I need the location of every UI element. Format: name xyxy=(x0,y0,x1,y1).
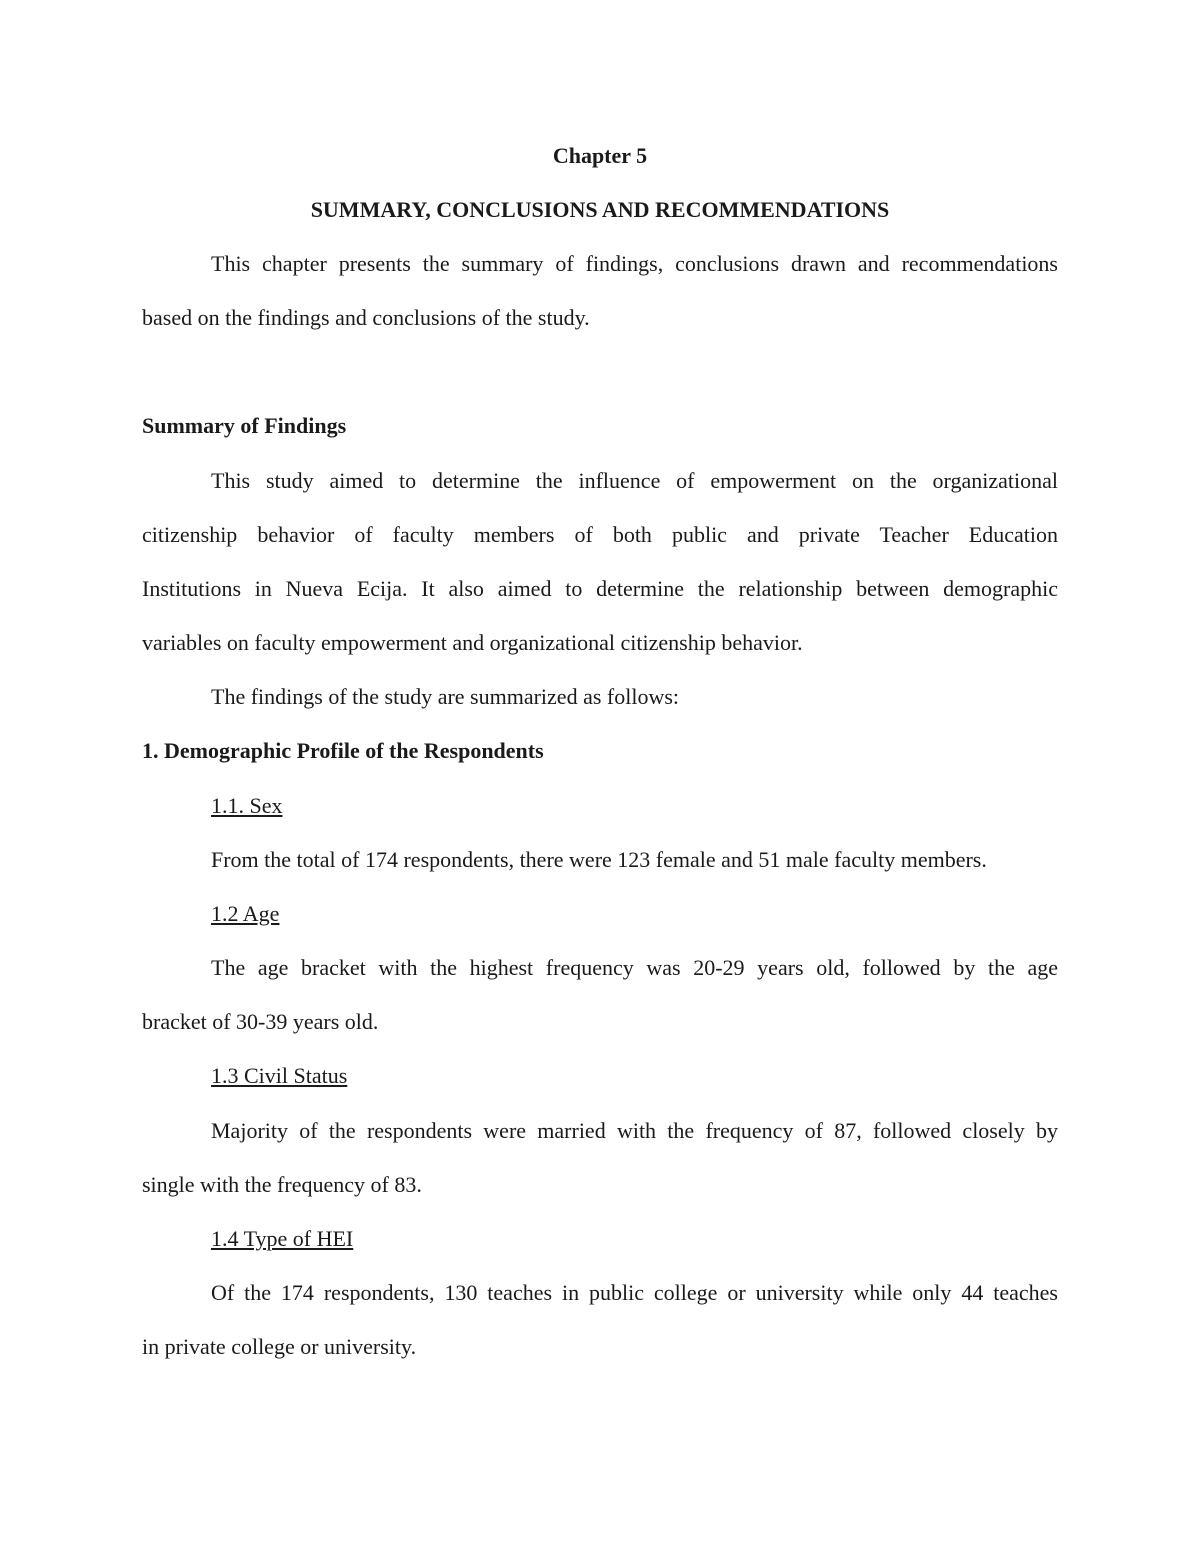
intro-line-2: based on the findings and conclusions of the study. xyxy=(142,305,590,330)
study-aim-line-3: Institutions in Nueva Ecija. It also aimed to determine the relationship between demographic xyxy=(142,576,1058,601)
hei-type-heading: 1.4 Type of HEI xyxy=(211,1226,354,1251)
hei-type-line-2: in private college or university. xyxy=(142,1334,417,1359)
civil-status-heading: 1.3 Civil Status xyxy=(211,1063,348,1088)
study-aim-line-1: This study aimed to determine the influence of empowerment on the organizational xyxy=(211,468,1058,493)
age-line-1: The age bracket with the highest frequency was 20-29 years old, followed by the age xyxy=(211,955,1058,980)
summary-heading: Summary of Findings xyxy=(142,413,347,438)
age-heading: 1.2 Age xyxy=(211,901,280,926)
study-aim-line-4: variables on faculty empowerment and organizational citizenship behavior. xyxy=(142,630,803,655)
intro-line-1: This chapter presents the summary of findings, conclusions drawn and recommendations xyxy=(211,251,1058,276)
findings-intro: The findings of the study are summarized as follows: xyxy=(211,684,680,709)
sex-line-1: From the total of 174 respondents, there were 123 female and 51 male faculty members. xyxy=(211,847,987,872)
study-aim-line-2: citizenship behavior of faculty members of both public and private Teacher Education xyxy=(142,522,1058,547)
sex-heading: 1.1. Sex xyxy=(211,793,283,818)
civil-status-line-2: single with the frequency of 83. xyxy=(142,1172,422,1197)
hei-type-line-1: Of the 174 respondents, 130 teaches in public college or university while only 44 teaches xyxy=(211,1280,1058,1305)
section1-heading: 1. Demographic Profile of the Respondents xyxy=(142,738,544,763)
age-line-2: bracket of 30-39 years old. xyxy=(142,1009,379,1034)
civil-status-line-1: Majority of the respondents were married with the frequency of 87, followed closely by xyxy=(211,1118,1058,1143)
chapter-label: Chapter 5 xyxy=(552,143,648,168)
chapter-title: SUMMARY, CONCLUSIONS AND RECOMMENDATIONS xyxy=(310,197,890,222)
